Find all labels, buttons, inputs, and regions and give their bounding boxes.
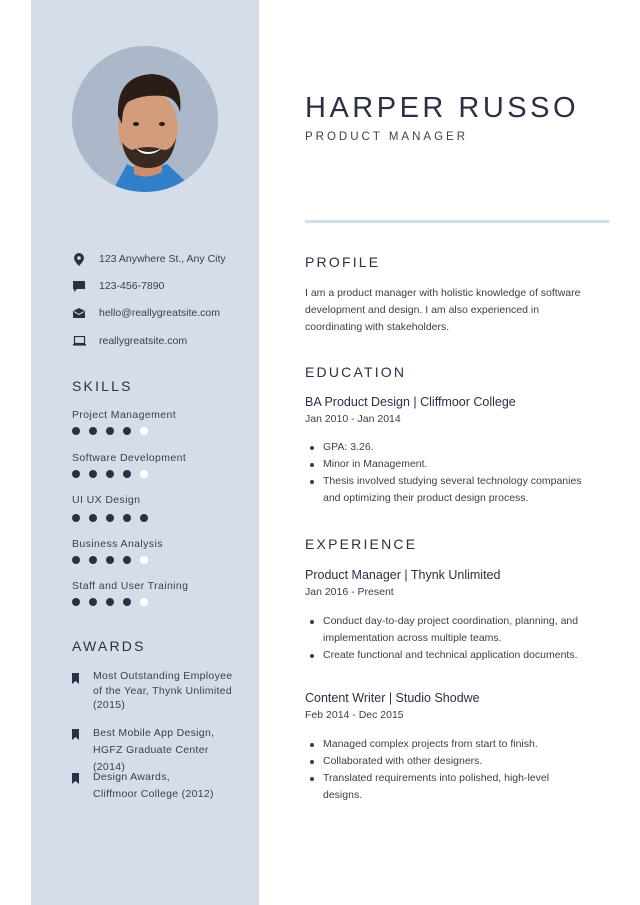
- rating-dot: [89, 598, 97, 606]
- contact-address-text: 123 Anywhere St., Any City: [99, 253, 226, 265]
- award-item: [72, 769, 243, 803]
- rating-dot: [89, 470, 97, 478]
- bullet-item: Create functional and technical application documents.: [305, 647, 585, 664]
- contact-phone-text: 123-456-7890: [99, 280, 165, 292]
- skill-name: Business Analysis: [72, 538, 163, 550]
- rating-dot: [123, 470, 131, 478]
- awards-heading: AWARDS: [72, 638, 146, 654]
- person-name: HARPER RUSSO: [305, 92, 580, 124]
- contact-phone: [72, 279, 164, 293]
- envelope-icon: [72, 306, 86, 320]
- rating-dot: [89, 514, 97, 522]
- rating-dot-empty: [140, 470, 148, 478]
- bullet-item: Thesis involved studying several technology companies and optimizing their product design process.: [305, 473, 585, 507]
- job-dates: Jan 2016 - Present: [305, 586, 394, 598]
- bullet-item: Minor in Management.: [305, 456, 585, 473]
- bullet-item: Translated requirements into polished, high-level designs.: [305, 770, 585, 804]
- contact-email-text[interactable]: hello@reallygreatsite.com: [99, 307, 220, 319]
- award-line: Best Mobile App Design,: [93, 727, 215, 739]
- header-divider: [305, 220, 609, 223]
- profile-heading: PROFILE: [305, 254, 381, 270]
- contact-email: [72, 306, 220, 320]
- bookmark-icon: [72, 769, 93, 803]
- rating-dot-empty: [140, 598, 148, 606]
- rating-dot: [89, 427, 97, 435]
- rating-dot: [106, 427, 114, 435]
- laptop-icon: [72, 334, 86, 348]
- bookmark-icon: [72, 669, 93, 713]
- skill-rating: [72, 598, 148, 606]
- rating-dot: [106, 598, 114, 606]
- skills-heading: SKILLS: [72, 378, 133, 394]
- bullet-item: Collaborated with other designers.: [305, 753, 585, 770]
- rating-dot: [106, 470, 114, 478]
- rating-dot: [72, 514, 80, 522]
- education-bullets: [305, 439, 585, 507]
- profile-photo: [72, 46, 218, 192]
- education-heading: EDUCATION: [305, 364, 407, 380]
- job-title-entry: Product Manager | Thynk Unlimited: [305, 568, 501, 582]
- award-item: [72, 669, 243, 713]
- award-line: HGFZ Graduate Center (2014): [93, 744, 209, 773]
- contact-website-text[interactable]: reallygreatsite.com: [99, 335, 188, 347]
- profile-text: I am a product manager with holistic knowledge of software development and design. I am also experienced in coordinating with stakeholders.: [305, 287, 581, 333]
- education-dates: Jan 2010 - Jan 2014: [305, 413, 401, 425]
- rating-dot: [123, 427, 131, 435]
- rating-dot: [123, 556, 131, 564]
- contact-address: [72, 252, 226, 266]
- job-dates: Feb 2014 - Dec 2015: [305, 709, 404, 721]
- award-line: of the Year, Thynk Unlimited: [93, 684, 232, 697]
- rating-dot: [72, 598, 80, 606]
- skill-name: Project Management: [72, 409, 177, 421]
- rating-dot: [140, 514, 148, 522]
- education-title: BA Product Design | Cliffmoor College: [305, 395, 516, 409]
- skill-rating: [72, 514, 148, 522]
- skill-rating: [72, 470, 148, 478]
- rating-dot: [123, 514, 131, 522]
- award-line: Cliffmoor College (2012): [93, 788, 214, 800]
- rating-dot: [72, 427, 80, 435]
- rating-dot: [89, 556, 97, 564]
- award-line: (2015): [93, 699, 126, 711]
- skill-rating: [72, 427, 148, 435]
- award-line: Most Outstanding Employee: [93, 670, 233, 682]
- award-line: Design Awards,: [93, 771, 170, 783]
- skill-name: Software Development: [72, 452, 187, 464]
- contact-website: [72, 334, 187, 348]
- bullet-item: Managed complex projects from start to finish.: [305, 736, 585, 753]
- rating-dot-empty: [140, 427, 148, 435]
- job-bullets: [305, 736, 585, 804]
- job-bullets: [305, 613, 585, 664]
- skill-name: Staff and User Training: [72, 580, 189, 592]
- experience-heading: EXPERIENCE: [305, 536, 418, 552]
- skill-rating: [72, 556, 148, 564]
- skill-name: UI UX Design: [72, 494, 141, 506]
- chat-bubble-icon: [72, 279, 86, 293]
- bullet-item: GPA: 3.26.: [305, 439, 585, 456]
- rating-dot: [72, 470, 80, 478]
- portrait-icon: [72, 46, 218, 192]
- bullet-item: Conduct day-to-day project coordination, planning, and implementation across multiple teams.: [305, 613, 585, 647]
- location-pin-icon: [72, 252, 86, 266]
- job-title-entry: Content Writer | Studio Shodwe: [305, 691, 480, 705]
- rating-dot: [106, 514, 114, 522]
- rating-dot: [106, 556, 114, 564]
- rating-dot-empty: [140, 556, 148, 564]
- rating-dot: [72, 556, 80, 564]
- job-title: PRODUCT MANAGER: [305, 131, 468, 143]
- rating-dot: [123, 598, 131, 606]
